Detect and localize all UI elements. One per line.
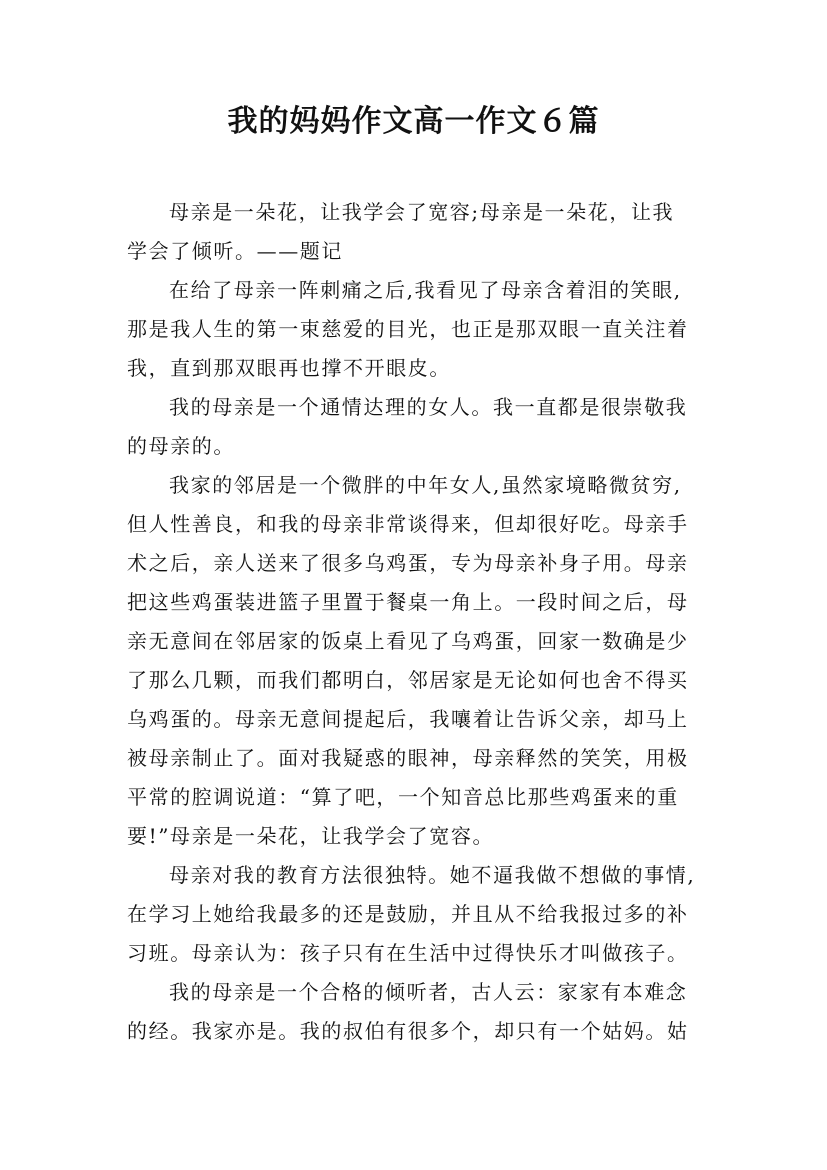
paragraph-line: 平常的腔调说道：“算了吧，一个知音总比那些鸡蛋来的重 bbox=[127, 785, 679, 809]
paragraph-line: 把这些鸡蛋装进篮子里置于餐桌一角上。一段时间之后，母 bbox=[127, 590, 689, 614]
paragraph bbox=[127, 193, 707, 271]
paragraph-line: 母亲是一朵花，让我学会了宽容;母亲是一朵花，让我 bbox=[169, 200, 675, 224]
paragraph-line: 要!”母亲是一朵花，让我学会了宽容。 bbox=[127, 824, 495, 848]
paragraph-line: 被母亲制止了。面对我疑惑的眼神，母亲释然的笑笑，用极 bbox=[127, 746, 689, 770]
paragraph bbox=[127, 271, 707, 388]
paragraph-line: 我的母亲是一个合格的倾听者，古人云：家家有本难念 bbox=[169, 980, 688, 1004]
paragraph-line: 但人性善良，和我的母亲非常谈得来，但却很好吃。母亲手 bbox=[127, 512, 689, 536]
paragraph bbox=[127, 856, 707, 973]
paragraph-line: 了那么几颗，而我们都明白，邻居家是无论如何也舍不得买 bbox=[127, 668, 689, 692]
paragraph-line: 我家的邻居是一个微胖的中年女人,虽然家境略微贫穷, bbox=[169, 473, 682, 497]
document-title: 我的妈妈作文高一作文６篇 bbox=[227, 104, 600, 139]
paragraph-line: 乌鸡蛋的。母亲无意间提起后，我嚷着让告诉父亲，却马上 bbox=[127, 707, 689, 731]
paragraph-line: 亲无意间在邻居家的饭桌上看见了乌鸡蛋，回家一数确是少 bbox=[127, 629, 689, 653]
paragraph-line: 在学习上她给我最多的还是鼓励，并且从不给我报过多的补 bbox=[127, 902, 689, 926]
paragraph-line: 那是我人生的第一束慈爱的目光，也正是那双眼一直关注着 bbox=[127, 317, 689, 341]
paragraph-line: 我的母亲是一个通情达理的女人。我一直都是很崇敬我 bbox=[169, 395, 688, 419]
paragraph-line: 学会了倾听。——题记 bbox=[127, 239, 343, 263]
paragraph-line: 习班。母亲认为：孩子只有在生活中过得快乐才叫做孩子。 bbox=[127, 941, 689, 965]
paragraph-line: 母亲对我的教育方法很独特。她不逼我做不想做的事情, bbox=[169, 863, 696, 887]
paragraph bbox=[127, 973, 707, 1051]
paragraph bbox=[127, 388, 707, 466]
paragraph-line: 的母亲的。 bbox=[127, 434, 235, 458]
paragraph bbox=[127, 466, 707, 856]
paragraph-line: 在给了母亲一阵刺痛之后,我看见了母亲含着泪的笑眼, bbox=[169, 278, 682, 302]
document-body bbox=[127, 193, 707, 1051]
paragraph-line: 术之后，亲人送来了很多乌鸡蛋，专为母亲补身子用。母亲 bbox=[127, 551, 689, 575]
paragraph-line: 我，直到那双眼再也撑不开眼皮。 bbox=[127, 356, 451, 380]
paragraph-line: 的经。我家亦是。我的叔伯有很多个，却只有一个姑妈。姑 bbox=[127, 1019, 689, 1043]
